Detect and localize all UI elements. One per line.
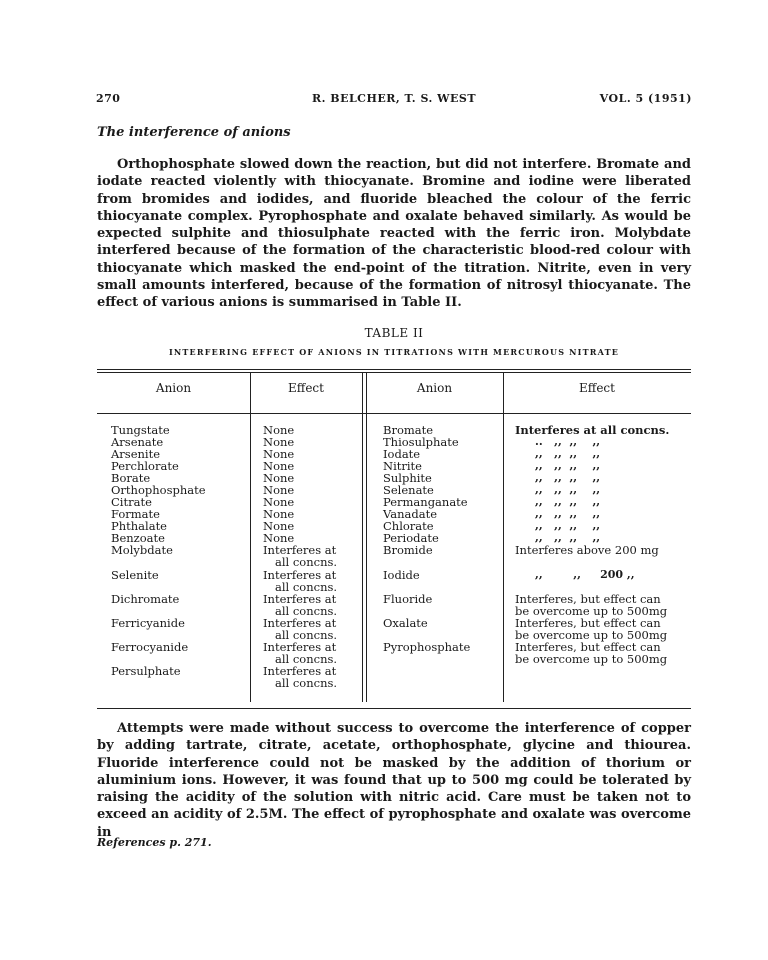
- left-anion: Molybdate: [111, 543, 173, 557]
- running-header: [96, 92, 692, 110]
- left-effect: None: [263, 435, 295, 449]
- table-bottom-rule: [97, 708, 691, 709]
- right-effect: be overcome up to 500mg: [515, 628, 668, 642]
- col-header-effect-right: Effect: [579, 381, 615, 395]
- left-effect: Interferes at: [263, 640, 337, 654]
- right-anion: Iodide: [383, 568, 420, 582]
- right-effect: Interferes, but effect can: [515, 640, 661, 654]
- left-effect: None: [263, 423, 295, 437]
- right-anion: Permanganate: [383, 495, 468, 509]
- table-caption: INTERFERING EFFECT OF ANIONS IN TITRATIONS WITH MERCUROUS NITRATE: [168, 347, 620, 357]
- left-effect: None: [263, 519, 295, 533]
- left-effect: all concns.: [275, 580, 338, 594]
- left-effect: all concns.: [275, 652, 338, 666]
- paragraph-2: Attempts were made without success to overcome the interference of copper by adding tartrate, citrate, acetate, orthophosphate, glycine and thiourea. Fluoride interference could not be masked by the addition of thorium or aluminium ions. However, it was found that up to 500 mg could be tolerated by raising the acidity of the solution with nitric acid. Care must be taken not to exceed an acidity of 2.5M. The effect of pyrophosphate and oxalate was overcome in: [97, 721, 691, 840]
- page-number: 270: [96, 92, 121, 105]
- right-effect-ditto: ,, ,, ,, ,,: [535, 459, 601, 472]
- left-anion: Arsenite: [111, 447, 161, 461]
- right-anion: Iodate: [383, 447, 421, 461]
- left-anion: Borate: [111, 471, 151, 485]
- left-effect: Interferes at: [263, 664, 337, 678]
- table-divider-1: [250, 372, 251, 702]
- right-anion: Bromide: [383, 543, 433, 557]
- left-effect: all concns.: [275, 676, 338, 690]
- left-anion: Selenite: [111, 568, 159, 582]
- header-volume: VOL. 5 (1951): [599, 92, 692, 105]
- right-effect-ditto: ,, ,, ,, ,,: [535, 495, 601, 508]
- left-anion: Tungstate: [111, 423, 170, 437]
- left-anion: Benzoate: [111, 531, 165, 545]
- right-effect-ditto: ,, ,, ,, ,,: [535, 471, 601, 484]
- table-ii: [97, 369, 691, 709]
- left-effect: None: [263, 483, 295, 497]
- right-effect: Interferes, but effect can: [515, 616, 661, 630]
- right-effect-ditto: ,, ,, ,, ,,: [535, 507, 601, 520]
- right-anion: Bromate: [383, 423, 434, 437]
- right-effect: be overcome up to 500mg: [515, 652, 668, 666]
- left-anion: Persulphate: [111, 664, 181, 678]
- left-effect: None: [263, 495, 295, 509]
- right-anion: Pyrophosphate: [383, 640, 471, 654]
- left-anion: Phthalate: [111, 519, 167, 533]
- col-header-anion-right: Anion: [416, 381, 453, 395]
- left-effect: all concns.: [275, 628, 338, 642]
- right-anion: Periodate: [383, 531, 439, 545]
- col-header-anion-left: Anion: [155, 381, 192, 395]
- right-anion: Selenate: [383, 483, 434, 497]
- left-anion: Citrate: [111, 495, 152, 509]
- right-anion: Oxalate: [383, 616, 428, 630]
- right-effect-ditto: ,, ,, ,, ,,: [535, 447, 601, 460]
- col-header-effect-left: Effect: [288, 381, 324, 395]
- left-anion: Ferrocyanide: [111, 640, 189, 654]
- left-anion: Arsenate: [111, 435, 164, 449]
- left-effect: Interferes at: [263, 592, 337, 606]
- left-effect: None: [263, 531, 295, 545]
- left-effect: all concns.: [275, 604, 338, 618]
- right-effect-ditto: ,, ,, ,, ,,: [535, 531, 601, 544]
- paragraph-1: Orthophosphate slowed down the reaction, but did not interfere. Bromate and iodate reacted violently with thiocyanate. Bromine and iodine were liberated from bromides and iodides, and fluoride bleached the colour of the ferric thiocyanate complex. Pyrophosphate and oxalate behaved similarly. As would be expected sulphite and thiosulphate reacted with the ferric iron. Molybdate interfered because of the formation of the characteristic blood-red colour with thiocyanate which masked the end-point of the titration. Nitrite, even in very small amounts interfered, because of the formation of nitrosyl thiocyanate. The effect of various anions is summarised in Table II.: [97, 157, 691, 311]
- left-effect: Interferes at: [263, 543, 337, 557]
- right-anion: Nitrite: [383, 459, 422, 473]
- left-effect: None: [263, 447, 295, 461]
- left-anion: Dichromate: [111, 592, 180, 606]
- right-anion: Vanadate: [383, 507, 438, 521]
- right-effect-ditto: .. ,, ,, ,,: [535, 435, 601, 448]
- right-anion: Fluoride: [383, 592, 433, 606]
- left-anion: Orthophosphate: [111, 483, 206, 497]
- right-effect-ditto: ,, ,, ,, ,,: [535, 519, 601, 532]
- section-title: The interference of anions: [97, 125, 291, 140]
- left-anion: Perchlorate: [111, 459, 179, 473]
- right-effect: Interferes at all concns.: [515, 423, 670, 437]
- left-effect: all concns.: [275, 555, 338, 569]
- right-effect: Interferes, but effect can: [515, 592, 661, 606]
- right-effect: be overcome up to 500mg: [515, 604, 668, 618]
- references-note: References p. 271.: [97, 836, 212, 849]
- table-title: TABLE II: [364, 326, 424, 340]
- header-authors: R. BELCHER, T. S. WEST: [311, 92, 477, 105]
- left-effect: None: [263, 507, 295, 521]
- table-top-rule-double: [97, 372, 691, 373]
- right-anion: Sulphite: [383, 471, 432, 485]
- right-anion: Thiosulphate: [383, 435, 459, 449]
- table-top-rule: [97, 369, 691, 370]
- left-effect: None: [263, 471, 295, 485]
- left-anion: Formate: [111, 507, 160, 521]
- right-effect: Interferes above 200 mg: [515, 543, 659, 557]
- right-effect-ditto: ,, ,, 200 ,,: [535, 568, 635, 581]
- left-effect: Interferes at: [263, 568, 337, 582]
- table-divider-3: [503, 372, 504, 702]
- table-divider-2a: [362, 372, 363, 702]
- table-divider-2b: [366, 372, 367, 702]
- left-anion: Ferricyanide: [111, 616, 185, 630]
- table-header-rule: [97, 413, 691, 414]
- right-effect-ditto: ,, ,, ,, ,,: [535, 483, 601, 496]
- left-effect: None: [263, 459, 295, 473]
- left-effect: Interferes at: [263, 616, 337, 630]
- right-anion: Chlorate: [383, 519, 434, 533]
